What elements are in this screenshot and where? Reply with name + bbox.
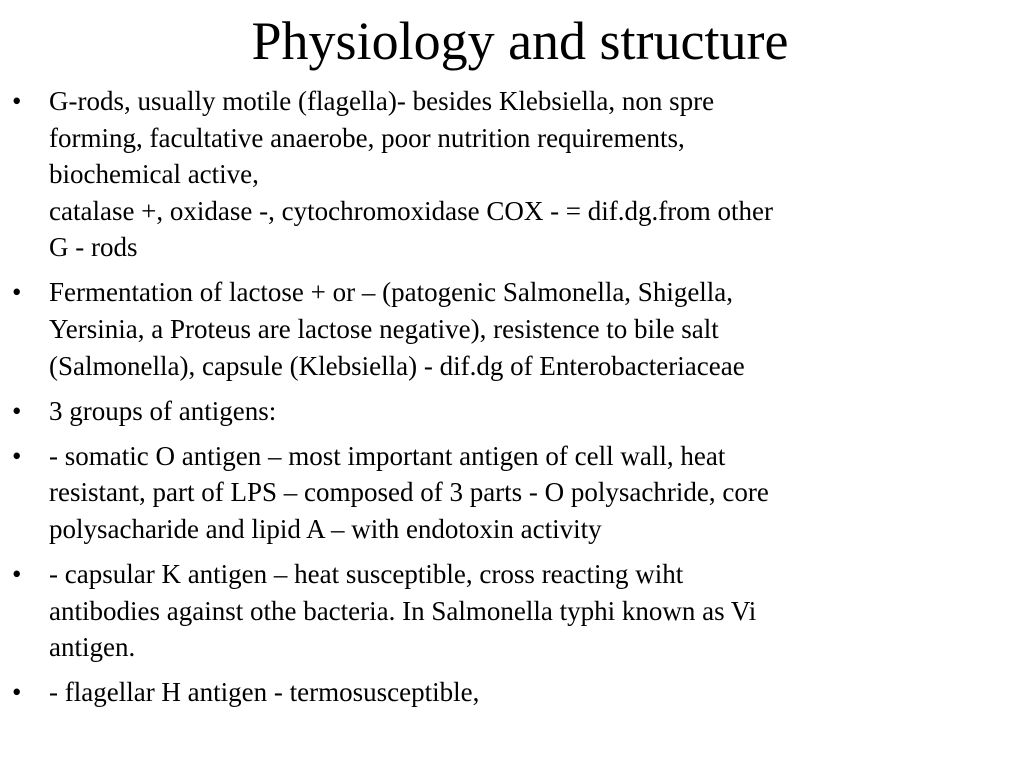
bullet-item-o-antigen: [12, 438, 980, 548]
bullet-text-line: forming, facultative anaerobe, poor nutrition requirements,: [49, 122, 685, 153]
bullet-mark: •: [12, 440, 22, 471]
bullet-text-line: (Salmonella), capsule (Klebsiella) - dif.dg of Enterobacteriaceae: [49, 350, 745, 381]
bullet-text-line: G-rods, usually motile (flagella)- besides Klebsiella, non spre: [49, 86, 715, 116]
bullet-item-lactose-fermentation: [12, 274, 980, 384]
bullet-list: [12, 83, 980, 720]
bullet-text-line: - somatic O antigen – most important antigen of cell wall, heat: [49, 440, 726, 471]
bullet-text-line: biochemical active,: [49, 159, 259, 190]
bullet-text-line: antigen.: [49, 632, 136, 663]
bullet-text-line: resistant, part of LPS – composed of 3 parts - O polysachride, core: [49, 477, 769, 508]
bullet-text-line: Fermentation of lactose + or – (patogenic Salmonella, Shigella,: [49, 277, 734, 308]
bullet-text-line: Yersinia, a Proteus are lactose negative), resistence to bile salt: [49, 314, 719, 345]
bullet-item-h-antigen: [12, 674, 980, 711]
bullet-text-line: - capsular K antigen – heat susceptible, cross reacting wiht: [49, 559, 684, 590]
bullet-mark: •: [12, 277, 22, 308]
bullet-mark: •: [12, 86, 22, 116]
bullet-text-line: antibodies against othe bacteria. In Salmonella typhi known as Vi: [49, 595, 757, 626]
bullet-text-line: catalase +, oxidase -, cytochromoxidase COX - = dif.dg.from other: [49, 195, 773, 226]
bullet-mark: •: [12, 559, 22, 590]
bullet-item-general-properties: [12, 83, 980, 266]
bullet-text-line: G - rods: [49, 232, 138, 263]
bullet-item-antigen-groups: [12, 393, 980, 430]
slide-title: Physiology and structure: [251, 11, 789, 71]
bullet-text-line: 3 groups of antigens:: [49, 395, 277, 426]
bullet-item-k-antigen: [12, 556, 980, 666]
bullet-mark: •: [12, 677, 22, 708]
bullet-text-line: - flagellar H antigen - termosusceptible,: [49, 677, 480, 708]
bullet-text-line: polysacharide and lipid A – with endotoxin activity: [49, 514, 602, 545]
bullet-mark: •: [12, 395, 22, 426]
